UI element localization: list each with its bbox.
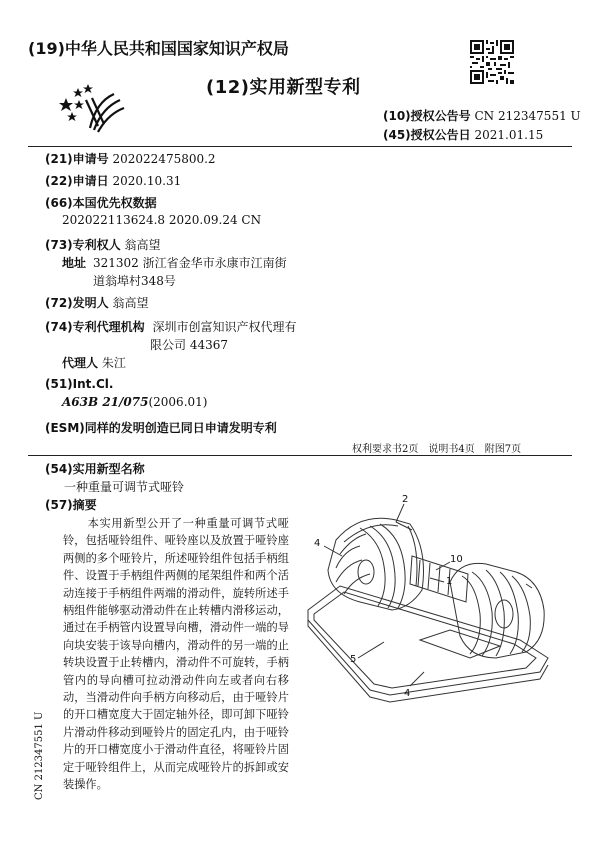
app-date-value: 2020.10.31 [112,174,182,188]
agent-row [62,354,126,371]
fig-label-4-top: 4 [314,538,321,549]
country-code: (19) [28,39,65,58]
inventor-label: (72)发明人 [45,296,109,310]
app-date-row [45,172,181,189]
holder-value: 翁高望 [124,238,161,252]
abstract-body [63,515,289,794]
fig-label-1: 1 [446,576,453,587]
priority-value: 202022113624.8 2020.09.24 CN [62,213,262,227]
header-divider [28,146,572,147]
country-line [28,36,289,59]
address-label: 地址 [62,256,87,270]
app-number-label: (21)申请号 [45,152,109,166]
agency-line-1: 深圳市创富知识产权代理有 [152,320,297,334]
pub-date-row [383,126,543,143]
fig-label-5: 5 [350,654,357,665]
doc-type-label: 实用新型专利 [249,77,361,98]
agency-line-2: 限公司 44367 [150,338,228,352]
intcl-code: A63B 21/075 [62,395,149,409]
pages-info: 权利要求书2页 说明书4页 附图7页 [352,444,522,455]
fig-label-4-bottom: 4 [404,688,411,699]
app-date-label: (22)申请日 [45,174,109,188]
pub-number-value: CN 212347551 U [474,109,581,123]
base-outline [308,586,548,695]
intcl-row [62,395,207,409]
esm-note: (ESM)同样的发明创造已同日申请发明专利 [45,421,277,435]
doc-type [206,73,361,99]
app-number-row [45,150,216,167]
abstract-label: (57)摘要 [45,498,97,512]
holder-row [45,236,161,253]
fig-label-10: 10 [450,554,463,565]
app-number-value: 202022475800.2 [112,152,216,166]
utility-title: 一种重量可调节式哑铃 [64,480,185,494]
fig-label-2: 2 [402,494,409,505]
country-name: 中华人民共和国国家知识产权局 [64,39,289,58]
pub-number-row [383,107,581,124]
agency-row [45,318,297,335]
address-line-2: 道翁埠村348号 [93,274,176,288]
priority-label: (66)本国优先权数据 [45,196,157,210]
pub-date-value: 2021.01.15 [474,128,544,142]
doc-type-code: (12) [206,77,250,98]
inventor-row [45,294,149,311]
pub-number-label: (10)授权公告号 [383,109,471,123]
holder-label: (73)专利权人 [45,238,121,252]
qr-code-icon [470,40,514,84]
cnipa-logo-icon [56,80,126,138]
section-divider [28,455,572,456]
title-label: (54)实用新型名称 [45,462,145,476]
agent-value: 朱江 [101,356,126,370]
address-line-1: 321302 浙江省金华市永康市江南街 [93,256,287,270]
side-publication-number: CN 212347551 U [34,711,45,800]
inventor-value: 翁高望 [112,296,149,310]
intcl-label: (51)Int.Cl. [45,377,114,391]
agent-label: 代理人 [62,356,99,370]
abstract-text: 本实用新型公开了一种重量可调节式哑铃，包括哑铃组件、哑铃座以及放置于哑铃座两侧的多个哑铃片，所述哑铃组件包括手柄组件、设置于手柄组件两侧的尾架组件和两个活动连接于手柄组件两端的滑动件，旋转所述手柄组件能够驱动滑动件在止转槽内滑移运动，通过在手柄管内设置导向槽，滑动件一端的导向块安装于该导向槽内，滑动件的另一端的止转块设置于止转槽内，滑动件不可旋转，手柄管内的导向槽可拉动滑动件向左或者向右移动，当滑动件向手柄方向移动后，由于哑铃片的开口槽宽度大于固定轴外径，即可卸下哑铃片滑动件移动到哑铃片的固定孔内，由于哑铃片的开口槽宽度小于滑动件直径，将哑铃片固定于哑铃组件上，从而完成哑铃片的拆卸或安装操作。 [63,517,289,792]
agency-label: (74)专利代理机构 [45,320,145,334]
pub-date-label: (45)授权公告日 [383,128,471,142]
dumbbell-figure [300,490,570,710]
intcl-year: (2006.01) [148,395,208,409]
